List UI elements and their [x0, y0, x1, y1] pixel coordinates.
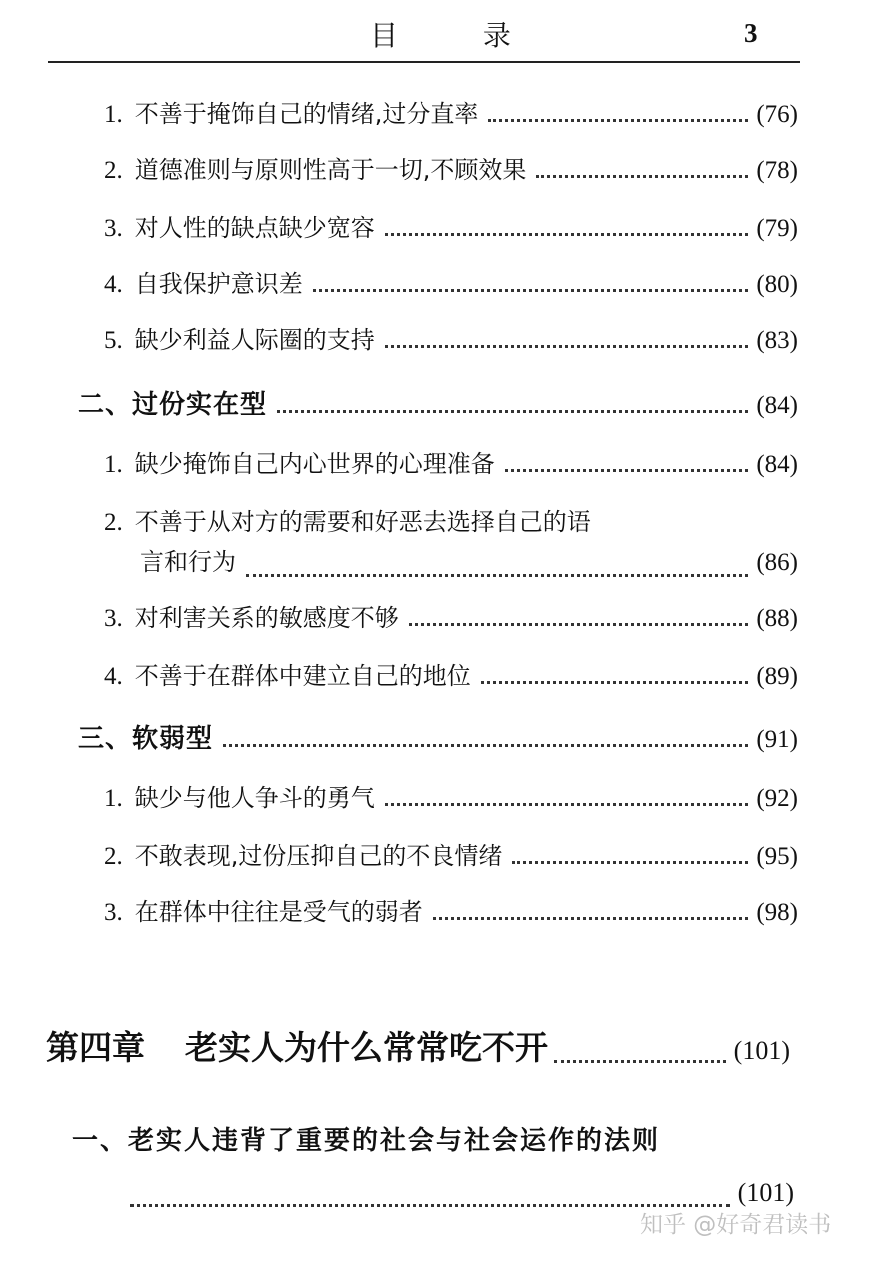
leader-dots: [481, 677, 749, 684]
entry-text: 言和行为: [140, 548, 236, 576]
entry-page: (91): [756, 726, 798, 753]
toc-entry: [104, 320, 798, 355]
entry-number: 4.: [104, 271, 123, 298]
entry-page: (95): [756, 843, 798, 870]
entry-text: 自我保护意识差: [134, 270, 303, 298]
toc-entry: [104, 208, 798, 243]
toc-entry: [104, 892, 798, 927]
toc-entry: [104, 836, 798, 871]
entry-text: 不善于掩饰自己的情绪,过分直率: [134, 100, 479, 128]
toc-entry: [104, 502, 798, 537]
entry-number: 5.: [104, 327, 123, 354]
entry-number: 2.: [104, 157, 123, 184]
entry-text: 缺少掩饰自己内心世界的心理准备: [134, 450, 495, 478]
leader-dots: [223, 740, 748, 747]
entry-page: (92): [756, 785, 798, 812]
chapter-title: 老实人为什么常常吃不开: [185, 1028, 548, 1067]
header-divider: [48, 61, 800, 63]
entry-number: 1.: [104, 451, 123, 478]
toc-entry: [104, 264, 798, 299]
toc-section: [78, 718, 798, 755]
leader-dots: [512, 857, 748, 864]
toc-entry: [104, 444, 798, 479]
leader-dots: [554, 1056, 726, 1063]
toc-entry: [104, 150, 798, 185]
entry-page: (80): [756, 271, 798, 298]
entry-page: (83): [756, 327, 798, 354]
entry-text: 道德准则与原则性高于一切,不顾效果: [134, 156, 527, 184]
leader-dots: [536, 171, 748, 178]
entry-page: (98): [756, 899, 798, 926]
toc-entry: [104, 778, 798, 813]
entry-page: (78): [756, 157, 798, 184]
leader-dots: [505, 465, 749, 472]
leader-dots: [488, 115, 748, 122]
toc-entry: [104, 598, 798, 633]
leader-dots: [277, 406, 748, 413]
entry-page: (79): [756, 215, 798, 242]
toc-entry: [104, 94, 798, 129]
toc-entry: [104, 656, 798, 691]
section-title: 三、软弱型: [78, 724, 214, 754]
section-title: 一、老实人违背了重要的社会与社会运作的法则: [72, 1126, 661, 1156]
entry-page: (84): [756, 451, 798, 478]
watermark-text: 知乎 @好奇君读书: [640, 1212, 832, 1238]
entry-number: 2.: [104, 509, 123, 536]
entry-page: (88): [756, 605, 798, 632]
leader-dots: [385, 341, 749, 348]
entry-number: 2.: [104, 843, 123, 870]
section-title: 二、过份实在型: [78, 390, 268, 420]
entry-text: 对利害关系的敏感度不够: [134, 604, 399, 632]
toc-entry-continuation: [140, 542, 798, 577]
entry-text: 缺少与他人争斗的勇气: [134, 784, 375, 812]
entry-number: 3.: [104, 899, 123, 926]
leader-dots: [409, 619, 749, 626]
chapter-heading: [46, 1022, 790, 1069]
leader-dots: [246, 570, 748, 577]
chapter-number: 第四章: [46, 1028, 145, 1067]
entry-page: (89): [756, 663, 798, 690]
entry-text: 在群体中往往是受气的弱者: [134, 898, 423, 926]
entry-text: 对人性的缺点缺少宽容: [134, 214, 375, 242]
entry-number: 3.: [104, 215, 123, 242]
chapter-page: (101): [733, 1036, 790, 1065]
entry-number: 4.: [104, 663, 123, 690]
entry-number: 3.: [104, 605, 123, 632]
entry-text: 缺少利益人际圈的支持: [134, 326, 375, 354]
page-number: 3: [744, 18, 758, 48]
leader-dots: [313, 285, 749, 292]
entry-page: (76): [756, 101, 798, 128]
entry-number: 1.: [104, 785, 123, 812]
entry-text: 不善于从对方的需要和好恶去选择自己的语: [134, 508, 591, 536]
entry-page: (84): [756, 392, 798, 419]
leader-dots: [385, 229, 749, 236]
entry-number: 1.: [104, 101, 123, 128]
section-page: (101): [737, 1178, 794, 1207]
entry-text: 不敢表现,过份压抑自己的不良情绪: [134, 842, 503, 870]
leader-dots: [433, 913, 749, 920]
section-leader-line: [130, 1178, 794, 1208]
toc-section: [78, 384, 798, 421]
entry-page: (86): [756, 549, 798, 576]
page-title: 目 录: [370, 19, 549, 52]
entry-text: 不善于在群体中建立自己的地位: [134, 662, 471, 690]
leader-dots: [385, 799, 749, 806]
